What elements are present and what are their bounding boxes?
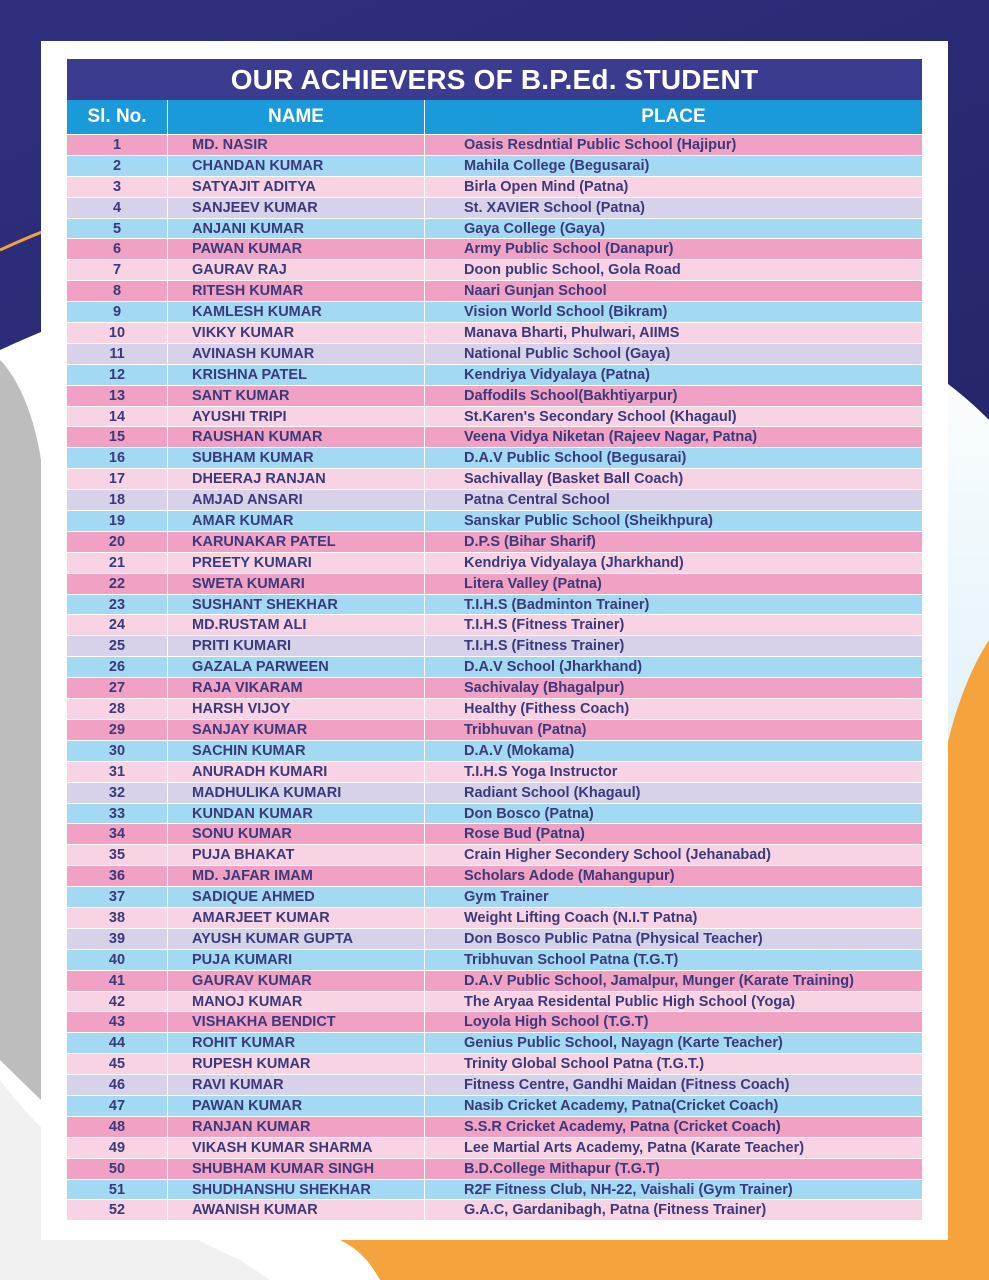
row-sl-no: 3 — [67, 177, 168, 197]
row-place: Fitness Centre, Gandhi Maidan (Fitness Coach) — [464, 1077, 790, 1094]
table-row — [67, 260, 922, 281]
table-row — [67, 1096, 922, 1117]
table-row — [67, 511, 922, 532]
table-row — [67, 365, 922, 386]
table-row — [67, 344, 922, 365]
row-sl-no: 18 — [67, 490, 168, 510]
row-sl-no: 25 — [67, 636, 168, 656]
row-sl-no: 4 — [67, 198, 168, 218]
row-place: S.S.R Cricket Academy, Patna (Cricket Coach) — [464, 1118, 781, 1135]
row-place: Sachivalay (Bhagalpur) — [464, 680, 625, 697]
row-name: ROHIT KUMAR — [168, 1033, 425, 1053]
row-name: SHUBHAM KUMAR SINGH — [168, 1159, 425, 1179]
row-place: T.I.H.S (Fitness Trainer) — [464, 638, 625, 655]
row-place: D.A.V School (Jharkhand) — [464, 659, 643, 676]
row-place: Patna Central School — [464, 492, 610, 509]
row-name: AYUSH KUMAR GUPTA — [168, 929, 425, 949]
table-row — [67, 1138, 922, 1159]
row-name: PAWAN KUMAR — [168, 239, 425, 259]
row-place: Trinity Global School Patna (T.G.T.) — [464, 1056, 705, 1073]
table-row — [67, 636, 922, 657]
table-row — [67, 427, 922, 448]
achievers-table-body — [67, 135, 922, 1221]
row-place: Veena Vidya Niketan (Rajeev Nagar, Patna) — [464, 429, 758, 446]
row-name: AMAR KUMAR — [168, 511, 425, 531]
row-place: Kendriya Vidyalaya (Patna) — [464, 366, 650, 383]
row-name: SANJEEV KUMAR — [168, 198, 425, 218]
row-name: SADIQUE AHMED — [168, 887, 425, 907]
row-place: Radiant School (Khagaul) — [464, 784, 641, 801]
row-sl-no: 42 — [67, 992, 168, 1012]
row-place: R2F Fitness Club, NH-22, Vaishali (Gym Trainer) — [464, 1181, 793, 1198]
table-row — [67, 929, 922, 950]
row-name: SANJAY KUMAR — [168, 720, 425, 740]
row-sl-no: 31 — [67, 762, 168, 782]
row-name: GAZALA PARWEEN — [168, 657, 425, 677]
row-sl-no: 15 — [67, 427, 168, 447]
row-sl-no: 33 — [67, 804, 168, 824]
row-sl-no: 32 — [67, 783, 168, 803]
row-place: Naari Gunjan School — [464, 283, 607, 300]
row-name: SATYAJIT ADITYA — [168, 177, 425, 197]
row-place: Army Public School (Danapur) — [464, 241, 674, 258]
row-sl-no: 51 — [67, 1180, 168, 1200]
header-sl-no: Sl. No. — [67, 100, 168, 134]
row-sl-no: 24 — [67, 615, 168, 635]
row-place: Weight Lifting Coach (N.I.T Patna) — [464, 909, 698, 926]
table-header — [67, 100, 922, 134]
row-place: B.D.College Mithapur (T.G.T) — [464, 1160, 660, 1177]
row-sl-no: 1 — [67, 135, 168, 155]
row-place: St.Karen's Secondary School (Khagaul) — [464, 408, 737, 425]
table-row — [67, 866, 922, 887]
row-place: Healthy (Fithess Coach) — [464, 701, 630, 718]
row-place: D.A.V Public School (Begusarai) — [464, 450, 687, 467]
row-sl-no: 30 — [67, 741, 168, 761]
table-row — [67, 950, 922, 971]
table-row — [67, 239, 922, 260]
row-name: AMJAD ANSARI — [168, 490, 425, 510]
row-place: Doon public School, Gola Road — [464, 262, 681, 279]
row-place: Loyola High School (T.G.T) — [464, 1014, 649, 1031]
row-place: Litera Valley (Patna) — [464, 575, 602, 592]
table-row — [67, 657, 922, 678]
row-place: D.P.S (Bihar Sharif) — [464, 533, 596, 550]
row-name: MADHULIKA KUMARI — [168, 783, 425, 803]
row-name: RAVI KUMAR — [168, 1075, 425, 1095]
row-name: PAWAN KUMAR — [168, 1096, 425, 1116]
row-name: SACHIN KUMAR — [168, 741, 425, 761]
table-row — [67, 177, 922, 198]
row-place: Scholars Adode (Mahangupur) — [464, 868, 675, 885]
table-row — [67, 532, 922, 553]
row-sl-no: 10 — [67, 323, 168, 343]
row-place: Gym Trainer — [464, 889, 549, 906]
table-row — [67, 448, 922, 469]
row-place: T.I.H.S Yoga Instructor — [464, 763, 618, 780]
table-row — [67, 1200, 922, 1221]
table-row — [67, 615, 922, 636]
row-place: D.A.V (Mokama) — [464, 742, 575, 759]
table-row — [67, 1033, 922, 1054]
table-row — [67, 219, 922, 240]
row-name: PUJA KUMARI — [168, 950, 425, 970]
row-place: T.I.H.S (Badminton Trainer) — [464, 596, 650, 613]
page-title: OUR ACHIEVERS OF B.P.Ed. STUDENT — [67, 59, 922, 100]
row-place: Nasib Cricket Academy, Patna(Cricket Coach) — [464, 1097, 779, 1114]
row-sl-no: 21 — [67, 553, 168, 573]
row-place: St. XAVIER School (Patna) — [464, 199, 646, 216]
row-name: PREETY KUMARI — [168, 553, 425, 573]
table-row — [67, 678, 922, 699]
row-place: T.I.H.S (Fitness Trainer) — [464, 617, 625, 634]
row-place: Tribhuvan (Patna) — [464, 721, 587, 738]
row-name: RAUSHAN KUMAR — [168, 427, 425, 447]
table-row — [67, 971, 922, 992]
row-sl-no: 8 — [67, 281, 168, 301]
table-row — [67, 887, 922, 908]
table-row — [67, 135, 922, 156]
row-name: AVINASH KUMAR — [168, 344, 425, 364]
gray-shape — [0, 360, 41, 1100]
row-sl-no: 41 — [67, 971, 168, 991]
table-row — [67, 156, 922, 177]
row-name: RAJA VIKARAM — [168, 678, 425, 698]
row-place: D.A.V Public School, Jamalpur, Munger (Karate Training) — [464, 972, 854, 989]
row-place: Manava Bharti, Phulwari, AIIMS — [464, 325, 680, 342]
row-sl-no: 26 — [67, 657, 168, 677]
table-row — [67, 323, 922, 344]
row-name: AWANISH KUMAR — [168, 1200, 425, 1220]
table-row — [67, 386, 922, 407]
row-sl-no: 49 — [67, 1138, 168, 1158]
table-row — [67, 762, 922, 783]
table-row — [67, 1159, 922, 1180]
row-name: KUNDAN KUMAR — [168, 804, 425, 824]
row-name: ANURADH KUMARI — [168, 762, 425, 782]
row-name: KARUNAKAR PATEL — [168, 532, 425, 552]
row-name: VIKKY KUMAR — [168, 323, 425, 343]
row-place: Kendriya Vidyalaya (Jharkhand) — [464, 554, 684, 571]
row-place: Birla Open Mind (Patna) — [464, 178, 629, 195]
row-name: RANJAN KUMAR — [168, 1117, 425, 1137]
row-name: VIKASH KUMAR SHARMA — [168, 1138, 425, 1158]
row-sl-no: 7 — [67, 260, 168, 280]
row-name: SONU KUMAR — [168, 824, 425, 844]
row-place: Sanskar Public School (Sheikhpura) — [464, 513, 713, 530]
row-name: KAMLESH KUMAR — [168, 302, 425, 322]
row-sl-no: 38 — [67, 908, 168, 928]
row-name: PUJA BHAKAT — [168, 845, 425, 865]
row-sl-no: 11 — [67, 344, 168, 364]
row-sl-no: 43 — [67, 1012, 168, 1032]
table-row — [67, 824, 922, 845]
row-sl-no: 19 — [67, 511, 168, 531]
row-name: AMARJEET KUMAR — [168, 908, 425, 928]
row-sl-no: 40 — [67, 950, 168, 970]
row-place: National Public School (Gaya) — [464, 345, 671, 362]
row-name: CHANDAN KUMAR — [168, 156, 425, 176]
table-row — [67, 490, 922, 511]
table-row — [67, 1012, 922, 1033]
row-sl-no: 27 — [67, 678, 168, 698]
row-place: Gaya College (Gaya) — [464, 220, 606, 237]
header-place: PLACE — [641, 106, 706, 127]
row-name: KRISHNA PATEL — [168, 365, 425, 385]
row-name: VISHAKHA BENDICT — [168, 1012, 425, 1032]
row-name: DHEERAJ RANJAN — [168, 469, 425, 489]
row-sl-no: 35 — [67, 845, 168, 865]
row-name: GAURAV RAJ — [168, 260, 425, 280]
table-row — [67, 553, 922, 574]
row-place: G.A.C, Gardanibagh, Patna (Fitness Trainer) — [464, 1202, 767, 1219]
row-sl-no: 17 — [67, 469, 168, 489]
row-sl-no: 48 — [67, 1117, 168, 1137]
row-sl-no: 47 — [67, 1096, 168, 1116]
row-sl-no: 12 — [67, 365, 168, 385]
table-row — [67, 574, 922, 595]
row-place: Oasis Resdntial Public School (Hajipur) — [464, 137, 737, 153]
row-name: MANOJ KUMAR — [168, 992, 425, 1012]
row-name: SUSHANT SHEKHAR — [168, 595, 425, 615]
table-row — [67, 783, 922, 804]
row-name: HARSH VIJOY — [168, 699, 425, 719]
row-sl-no: 2 — [67, 156, 168, 176]
row-name: MD.RUSTAM ALI — [168, 615, 425, 635]
row-sl-no: 29 — [67, 720, 168, 740]
row-place: Vision World School (Bikram) — [464, 304, 668, 321]
row-sl-no: 39 — [67, 929, 168, 949]
table-row — [67, 595, 922, 616]
row-name: SANT KUMAR — [168, 386, 425, 406]
row-sl-no: 34 — [67, 824, 168, 844]
table-row — [67, 198, 922, 219]
row-sl-no: 22 — [67, 574, 168, 594]
row-name: GAURAV KUMAR — [168, 971, 425, 991]
row-name: RITESH KUMAR — [168, 281, 425, 301]
row-name: PRITI KUMARI — [168, 636, 425, 656]
row-place: Sachivallay (Basket Ball Coach) — [464, 471, 684, 488]
row-sl-no: 9 — [67, 302, 168, 322]
row-place: Crain Higher Secondery School (Jehanabad) — [464, 847, 771, 864]
table-row — [67, 302, 922, 323]
row-sl-no: 23 — [67, 595, 168, 615]
row-sl-no: 52 — [67, 1200, 168, 1220]
row-place: Rose Bud (Patna) — [464, 826, 585, 843]
row-name: MD. NASIR — [168, 135, 425, 155]
row-sl-no: 16 — [67, 448, 168, 468]
table-row — [67, 845, 922, 866]
row-sl-no: 36 — [67, 866, 168, 886]
row-sl-no: 45 — [67, 1054, 168, 1074]
row-name: SUBHAM KUMAR — [168, 448, 425, 468]
row-name: AYUSHI TRIPI — [168, 407, 425, 427]
row-sl-no: 6 — [67, 239, 168, 259]
table-row — [67, 1075, 922, 1096]
row-sl-no: 37 — [67, 887, 168, 907]
row-place: Mahila College (Begusarai) — [464, 157, 650, 174]
table-row — [67, 407, 922, 428]
table-row — [67, 908, 922, 929]
row-place: Daffodils School(Bakhtiyarpur) — [464, 387, 678, 404]
table-row — [67, 1180, 922, 1201]
row-place: The Aryaa Residental Public High School (Yoga) — [464, 993, 796, 1010]
row-sl-no: 44 — [67, 1033, 168, 1053]
row-name: SHUDHANSHU SHEKHAR — [168, 1180, 425, 1200]
table-row — [67, 699, 922, 720]
table-row — [67, 720, 922, 741]
row-sl-no: 5 — [67, 219, 168, 239]
row-name: RUPESH KUMAR — [168, 1054, 425, 1074]
row-sl-no: 20 — [67, 532, 168, 552]
row-name: ANJANI KUMAR — [168, 219, 425, 239]
table-row — [67, 1117, 922, 1138]
table-row — [67, 469, 922, 490]
row-sl-no: 46 — [67, 1075, 168, 1095]
row-name: SWETA KUMARI — [168, 574, 425, 594]
table-row — [67, 281, 922, 302]
table-row — [67, 804, 922, 825]
row-sl-no: 14 — [67, 407, 168, 427]
row-sl-no: 50 — [67, 1159, 168, 1179]
row-sl-no: 13 — [67, 386, 168, 406]
row-name: MD. JAFAR IMAM — [168, 866, 425, 886]
row-place: Genius Public School, Nayagn (Karte Teacher) — [464, 1035, 783, 1052]
row-sl-no: 28 — [67, 699, 168, 719]
row-place: Don Bosco Public Patna (Physical Teacher) — [464, 930, 763, 947]
table-row — [67, 741, 922, 762]
table-row — [67, 1054, 922, 1075]
row-place: Don Bosco (Patna) — [464, 805, 594, 822]
row-place: Tribhuvan School Patna (T.G.T) — [464, 951, 679, 968]
row-place: Lee Martial Arts Academy, Patna (Karate Teacher) — [464, 1139, 805, 1156]
header-name: NAME — [168, 100, 425, 134]
table-row — [67, 992, 922, 1013]
